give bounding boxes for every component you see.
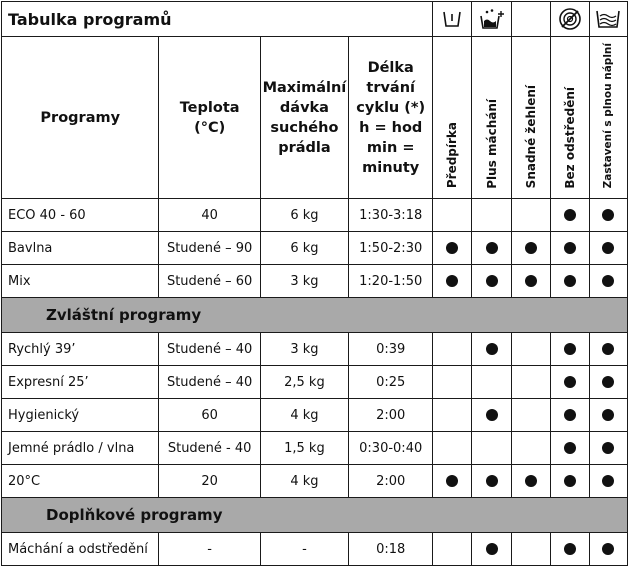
option-cell (511, 465, 550, 498)
option-cell (511, 199, 550, 232)
available-dot-icon (486, 343, 498, 355)
option-cell (433, 366, 472, 399)
option-cell (433, 265, 472, 298)
available-dot-icon (564, 209, 576, 221)
option-cell (511, 333, 550, 366)
table-row (2, 232, 628, 265)
option-cell (550, 333, 589, 366)
header-option-easy-iron: Snadné žehlení (511, 37, 550, 199)
table-title: Tabulka programů (2, 2, 433, 37)
header-temperature: Teplota (°C) (159, 37, 260, 199)
option-cell (589, 432, 627, 465)
table-row (2, 399, 628, 432)
option-cell (472, 432, 511, 465)
load-cell: - (260, 533, 348, 566)
table-row (2, 265, 628, 298)
option-cell (589, 199, 627, 232)
available-dot-icon (486, 275, 498, 287)
prewash-tub-icon (433, 2, 472, 37)
available-dot-icon (446, 275, 458, 287)
available-dot-icon (446, 242, 458, 254)
available-dot-icon (564, 376, 576, 388)
option-cell (511, 366, 550, 399)
available-dot-icon (602, 475, 614, 487)
available-dot-icon (564, 242, 576, 254)
program-name-cell: Máchání a odstředění (2, 533, 159, 566)
table-row (2, 333, 628, 366)
table-row (2, 465, 628, 498)
option-cell (472, 533, 511, 566)
temperature-cell: Studené – 60 (159, 265, 260, 298)
load-cell: 3 kg (260, 333, 348, 366)
load-cell: 1,5 kg (260, 432, 348, 465)
header-max-load: Maximální dávka suchého prádla (260, 37, 348, 199)
table-row (2, 432, 628, 465)
available-dot-icon (564, 442, 576, 454)
plus-rinse-icon (472, 2, 511, 37)
option-cell (472, 465, 511, 498)
load-cell: 4 kg (260, 399, 348, 432)
available-dot-icon (564, 409, 576, 421)
program-name-cell: Hygienický (2, 399, 159, 432)
available-dot-icon (486, 409, 498, 421)
available-dot-icon (486, 242, 498, 254)
duration-cell: 2:00 (349, 465, 433, 498)
available-dot-icon (564, 475, 576, 487)
header-program: Programy (2, 37, 159, 199)
header-option-no-spin: Bez odstředění (550, 37, 589, 199)
temperature-cell: 40 (159, 199, 260, 232)
load-cell: 6 kg (260, 199, 348, 232)
duration-cell: 0:18 (349, 533, 433, 566)
duration-cell: 1:30-3:18 (349, 199, 433, 232)
option-cell (550, 366, 589, 399)
option-cell (433, 432, 472, 465)
available-dot-icon (446, 475, 458, 487)
duration-cell: 0:39 (349, 333, 433, 366)
temperature-cell: Studené – 40 (159, 333, 260, 366)
available-dot-icon (486, 543, 498, 555)
header-option-prewash: Předpírka (433, 37, 472, 199)
available-dot-icon (564, 343, 576, 355)
section-title: Zvláštní programy (2, 298, 628, 333)
option-cell (433, 232, 472, 265)
temperature-cell: 60 (159, 399, 260, 432)
option-cell (433, 199, 472, 232)
rinse-hold-icon (589, 2, 627, 37)
option-cell (472, 265, 511, 298)
available-dot-icon (602, 242, 614, 254)
available-dot-icon (602, 442, 614, 454)
available-dot-icon (602, 409, 614, 421)
available-dot-icon (602, 343, 614, 355)
option-cell (589, 533, 627, 566)
option-cell (589, 465, 627, 498)
option-cell (511, 432, 550, 465)
available-dot-icon (564, 275, 576, 287)
program-name-cell: Mix (2, 265, 159, 298)
option-cell (472, 199, 511, 232)
section-row (2, 298, 628, 333)
table-body (2, 199, 628, 566)
no-spin-icon (550, 2, 589, 37)
available-dot-icon (602, 275, 614, 287)
program-name-cell: Expresní 25’ (2, 366, 159, 399)
program-name-cell: 20°C (2, 465, 159, 498)
option-cell (550, 265, 589, 298)
option-cell (550, 533, 589, 566)
easy-iron-icon (511, 2, 550, 37)
option-cell (550, 232, 589, 265)
temperature-cell: Studené – 90 (159, 232, 260, 265)
available-dot-icon (602, 209, 614, 221)
option-cell (511, 399, 550, 432)
section-title: Doplňkové programy (2, 498, 628, 533)
program-name-cell: Bavlna (2, 232, 159, 265)
table-row (2, 533, 628, 566)
duration-cell: 1:20-1:50 (349, 265, 433, 298)
section-row (2, 498, 628, 533)
available-dot-icon (602, 376, 614, 388)
option-cell (433, 333, 472, 366)
option-cell (550, 465, 589, 498)
program-name-cell: Rychlý 39’ (2, 333, 159, 366)
header-option-plus-rinse: Plus máchání (472, 37, 511, 199)
available-dot-icon (602, 543, 614, 555)
option-cell (433, 465, 472, 498)
temperature-cell: 20 (159, 465, 260, 498)
available-dot-icon (486, 475, 498, 487)
option-cell (472, 232, 511, 265)
option-cell (472, 399, 511, 432)
duration-cell: 1:50-2:30 (349, 232, 433, 265)
option-cell (511, 533, 550, 566)
header-option-rinse-hold: Zastavení s plnou náplní (589, 37, 627, 199)
option-cell (550, 432, 589, 465)
available-dot-icon (525, 242, 537, 254)
available-dot-icon (564, 543, 576, 555)
load-cell: 6 kg (260, 232, 348, 265)
option-cell (511, 232, 550, 265)
duration-cell: 0:30-0:40 (349, 432, 433, 465)
option-cell (550, 399, 589, 432)
option-cell (589, 399, 627, 432)
temperature-cell: Studené - 40 (159, 432, 260, 465)
option-cell (589, 265, 627, 298)
table-row (2, 199, 628, 232)
option-cell (472, 333, 511, 366)
program-table (1, 1, 628, 566)
load-cell: 4 kg (260, 465, 348, 498)
available-dot-icon (525, 275, 537, 287)
duration-cell: 0:25 (349, 366, 433, 399)
temperature-cell: - (159, 533, 260, 566)
option-cell (433, 533, 472, 566)
program-name-cell: Jemné prádlo / vlna (2, 432, 159, 465)
table-row (2, 366, 628, 399)
load-cell: 3 kg (260, 265, 348, 298)
option-cell (589, 232, 627, 265)
option-cell (589, 333, 627, 366)
option-cell (589, 366, 627, 399)
option-cell (550, 199, 589, 232)
duration-cell: 2:00 (349, 399, 433, 432)
available-dot-icon (525, 475, 537, 487)
header-duration: Délka trvání cyklu (*) h = hod min = minuty (349, 37, 433, 199)
program-name-cell: ECO 40 - 60 (2, 199, 159, 232)
temperature-cell: Studené – 40 (159, 366, 260, 399)
option-cell (511, 265, 550, 298)
option-cell (472, 366, 511, 399)
option-cell (433, 399, 472, 432)
load-cell: 2,5 kg (260, 366, 348, 399)
